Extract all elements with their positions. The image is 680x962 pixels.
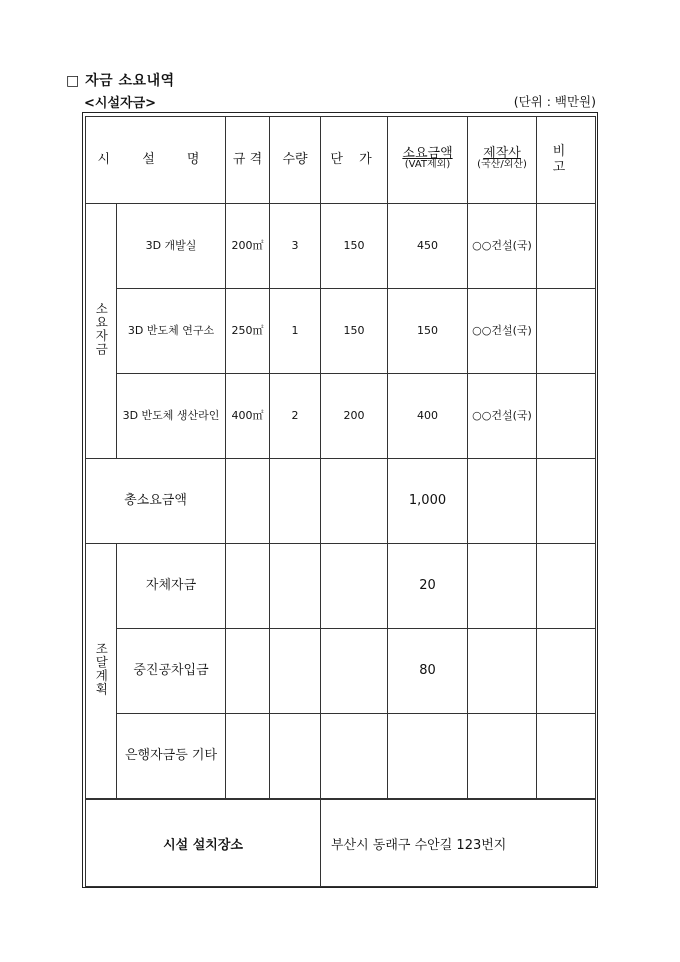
location-value: 부산시 동래구 수안길 123번지 xyxy=(321,800,596,887)
funding-group-label: 조달계획 xyxy=(86,544,117,799)
empty-cell xyxy=(270,459,321,544)
table-row xyxy=(86,374,596,459)
header-amount-label: 소요금액 xyxy=(402,146,453,162)
header-spec: 규 격 xyxy=(226,117,270,204)
total-label: 총소요금액 xyxy=(86,459,226,544)
empty-cell xyxy=(468,459,537,544)
empty-cell xyxy=(321,544,388,629)
empty-cell xyxy=(270,629,321,714)
header-unit-price: 단 가 xyxy=(321,117,388,204)
empty-cell xyxy=(270,544,321,629)
table-row xyxy=(86,289,596,374)
facility-amount: 150 xyxy=(388,289,468,374)
facility-spec: 400㎡ xyxy=(226,374,270,459)
empty-cell xyxy=(321,629,388,714)
facility-spec: 250㎡ xyxy=(226,289,270,374)
funding-name: 자체자금 xyxy=(117,544,226,629)
facility-qty: 3 xyxy=(270,204,321,289)
location-label: 시설 설치장소 xyxy=(86,800,321,887)
header-qty: 수량 xyxy=(270,117,321,204)
empty-cell xyxy=(226,544,270,629)
empty-cell xyxy=(537,459,596,544)
empty-cell xyxy=(468,629,537,714)
funding-name: 은행자금등 기타 xyxy=(117,714,226,799)
header-facility: 시 설 명 xyxy=(86,117,226,204)
facility-name: 3D 개발실 xyxy=(117,204,226,289)
facility-note xyxy=(537,204,596,289)
section-heading: □ 자금 소요내역 xyxy=(66,73,175,89)
facility-note xyxy=(537,374,596,459)
facility-name: 3D 반도체 연구소 xyxy=(117,289,226,374)
empty-cell xyxy=(321,714,388,799)
empty-cell xyxy=(226,459,270,544)
table-row xyxy=(86,544,596,629)
fund-table xyxy=(85,116,596,799)
header-maker xyxy=(468,117,537,204)
header-amount-note: (VAT제외) xyxy=(404,159,451,171)
funding-amount: 20 xyxy=(388,544,468,629)
section-subheading: <시설자금> xyxy=(84,96,157,111)
facility-amount: 400 xyxy=(388,374,468,459)
table-row xyxy=(86,629,596,714)
funding-name: 중진공차입금 xyxy=(117,629,226,714)
empty-cell xyxy=(468,714,537,799)
facility-price: 150 xyxy=(321,289,388,374)
empty-cell xyxy=(321,459,388,544)
header-maker-label: 제작사 xyxy=(483,146,521,162)
empty-cell xyxy=(537,629,596,714)
location-row xyxy=(86,800,596,887)
funding-amount xyxy=(388,714,468,799)
empty-cell xyxy=(226,714,270,799)
total-amount: 1,000 xyxy=(388,459,468,544)
facility-name: 3D 반도체 생산라인 xyxy=(117,374,226,459)
empty-cell xyxy=(226,629,270,714)
required-group-label: 소요자금 xyxy=(86,204,117,459)
empty-cell xyxy=(537,714,596,799)
header-note: 비 고 xyxy=(537,117,596,204)
facility-qty: 1 xyxy=(270,289,321,374)
empty-cell xyxy=(270,714,321,799)
facility-price: 200 xyxy=(321,374,388,459)
empty-cell xyxy=(537,544,596,629)
facility-maker: ○○건설(국) xyxy=(468,204,537,289)
facility-maker: ○○건설(국) xyxy=(468,289,537,374)
funding-amount: 80 xyxy=(388,629,468,714)
facility-price: 150 xyxy=(321,204,388,289)
header-row xyxy=(86,117,596,204)
facility-maker: ○○건설(국) xyxy=(468,374,537,459)
unit-label: (단위 : 백만원) xyxy=(513,94,596,109)
header-maker-note: (국산/외산) xyxy=(477,159,527,171)
empty-cell xyxy=(468,544,537,629)
total-row xyxy=(86,459,596,544)
table-row xyxy=(86,204,596,289)
facility-amount: 450 xyxy=(388,204,468,289)
facility-spec: 200㎡ xyxy=(226,204,270,289)
table-row xyxy=(86,714,596,799)
header-amount xyxy=(388,117,468,204)
facility-qty: 2 xyxy=(270,374,321,459)
location-table xyxy=(85,799,596,887)
facility-note xyxy=(537,289,596,374)
